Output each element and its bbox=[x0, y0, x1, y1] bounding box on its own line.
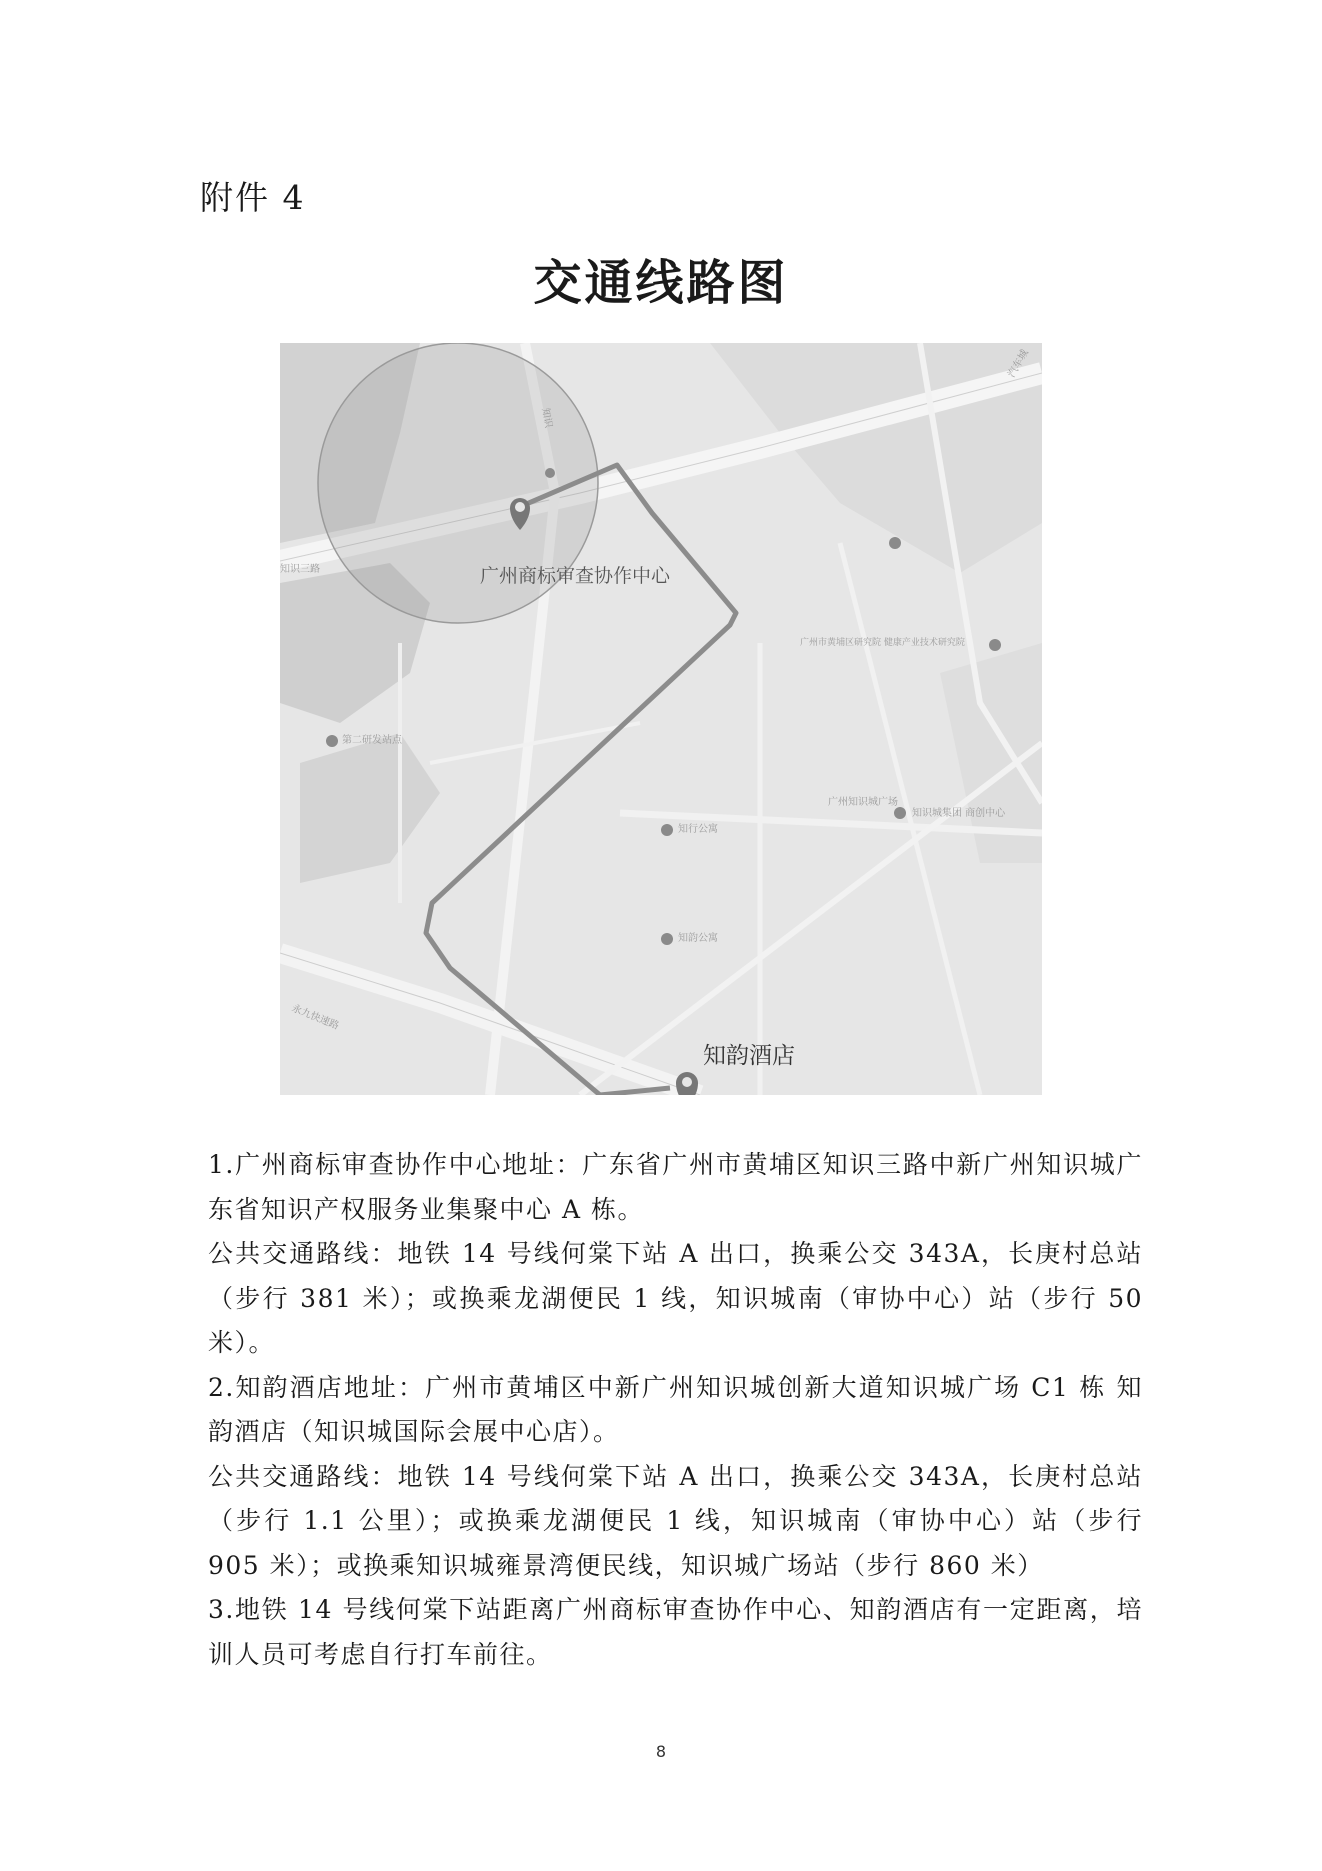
poi-label: 广州知识城广场 bbox=[828, 797, 898, 808]
poi-label: 广州市黄埔区研究院 健康产业技术研究院 bbox=[800, 638, 965, 648]
page-number: 8 bbox=[655, 1742, 667, 1761]
hotel-map-label: 知韵酒店 bbox=[703, 1043, 795, 1069]
hotel-marker bbox=[676, 1072, 698, 1095]
hotel-transit: 公共交通路线：地铁 14 号线何棠下站 A 出口，换乘公交 343A，长庚村总站（步行 1.1 公里）；或换乘龙湖便民 1 线，知识城南（审协中心）站（步行 905 米）；或换乘知识城雍景湾便民线，知识城广场站（步行 860 米） bbox=[208, 1461, 1143, 1580]
map-graphic bbox=[280, 343, 1042, 1095]
attachment-label: 附件 4 bbox=[200, 178, 306, 217]
taxi-note: 3.地铁 14 号线何棠下站距离广州商标审查协作中心、知韵酒店有一定距离，培训人员可考虑自行打车前往。 bbox=[208, 1595, 1143, 1669]
poi-label: 知行公寓 bbox=[678, 824, 718, 835]
office-map-label: 广州商标审查协作中心 bbox=[480, 565, 671, 587]
poi-label: 知韵公寓 bbox=[678, 933, 718, 944]
hotel-address: 2.知韵酒店地址：广州市黄埔区中新广州知识城创新大道知识城广场 C1 栋 知韵酒店（知识城国际会展中心店）。 bbox=[208, 1372, 1143, 1446]
poi-label: 知识城集团 商创中心 bbox=[912, 808, 1006, 819]
route-map bbox=[280, 343, 1042, 1095]
office-transit: 公共交通路线：地铁 14 号线何棠下站 A 出口，换乘公交 343A，长庚村总站（步行 381 米）；或换乘龙湖便民 1 线，知识城南（审协中心）站（步行 50 米）。 bbox=[208, 1239, 1143, 1357]
office-address: 1.广州商标审查协作中心地址：广东省广州市黄埔区知识三路中新广州知识城广东省知识产权服务业集聚中心 A 栋。 bbox=[208, 1150, 1143, 1224]
road-label: 永九快速路 bbox=[289, 1003, 341, 1033]
road-label: 知识 bbox=[539, 407, 554, 429]
poi-label: 第二研发站点 bbox=[342, 735, 402, 746]
road-label: 知识三路 bbox=[280, 564, 320, 575]
body-text bbox=[208, 1143, 1143, 1677]
road-label: 汽车城 bbox=[1006, 348, 1031, 380]
document-title: 交通线路图 bbox=[533, 255, 789, 311]
